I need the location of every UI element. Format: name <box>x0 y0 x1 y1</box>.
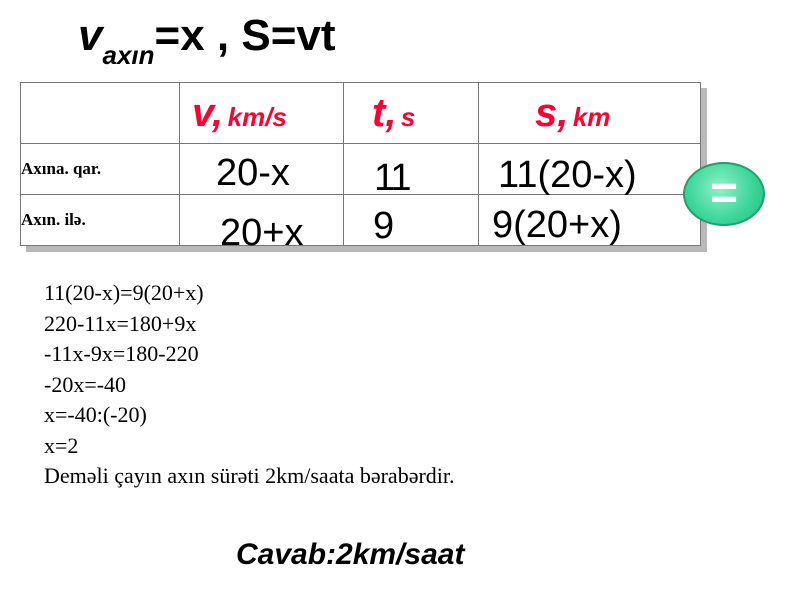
value-distance-upstream: 11(20-x) <box>498 154 637 196</box>
header-distance-unit: km <box>572 101 611 132</box>
header-time <box>344 83 479 144</box>
formula-heading <box>78 11 336 70</box>
value-time-downstream: 9 <box>373 205 395 247</box>
formula-v: v <box>78 11 103 60</box>
header-distance <box>479 83 701 144</box>
empty-header-cell <box>21 83 180 144</box>
row-label-upstream: Axına. qar. <box>21 144 180 195</box>
row-label-downstream: Axın. ilə. <box>21 195 180 246</box>
solution-line: -11x-9x=180-220 <box>44 341 199 366</box>
solution-line: x=2 <box>44 432 79 458</box>
answer-text: Cavab:2km/saat <box>236 538 465 571</box>
solution-line: 11(20-x)=9(20+x) <box>44 280 204 305</box>
table-header-row <box>21 83 701 144</box>
header-time-symbol: t, <box>372 90 397 135</box>
solution-line: 220-11x=180+9x <box>44 310 197 336</box>
header-velocity-unit: km/s <box>227 101 287 132</box>
value-distance-downstream: 9(20+x) <box>492 204 622 246</box>
solution-steps <box>44 278 455 492</box>
solution-line: -20x=-40 <box>44 371 127 397</box>
equals-button[interactable]: = <box>683 162 765 226</box>
value-velocity-upstream: 20-x <box>216 152 290 194</box>
conclusion-text: Deməli çayın axın sürəti 2km/saata bərabərdir. <box>44 463 455 488</box>
header-time-unit: s <box>400 101 416 132</box>
solution-line: x=-40:(-20) <box>44 402 147 427</box>
header-velocity-symbol: v, <box>192 90 224 135</box>
header-distance-symbol: s, <box>535 90 569 135</box>
cell-time-downstream <box>344 195 479 246</box>
value-velocity-downstream: 20+x <box>220 212 304 254</box>
value-time-upstream: 11 <box>374 157 410 199</box>
header-velocity <box>180 83 344 144</box>
formula-subscript: axın <box>102 40 155 70</box>
formula-rest: =x , S=vt <box>154 11 336 60</box>
